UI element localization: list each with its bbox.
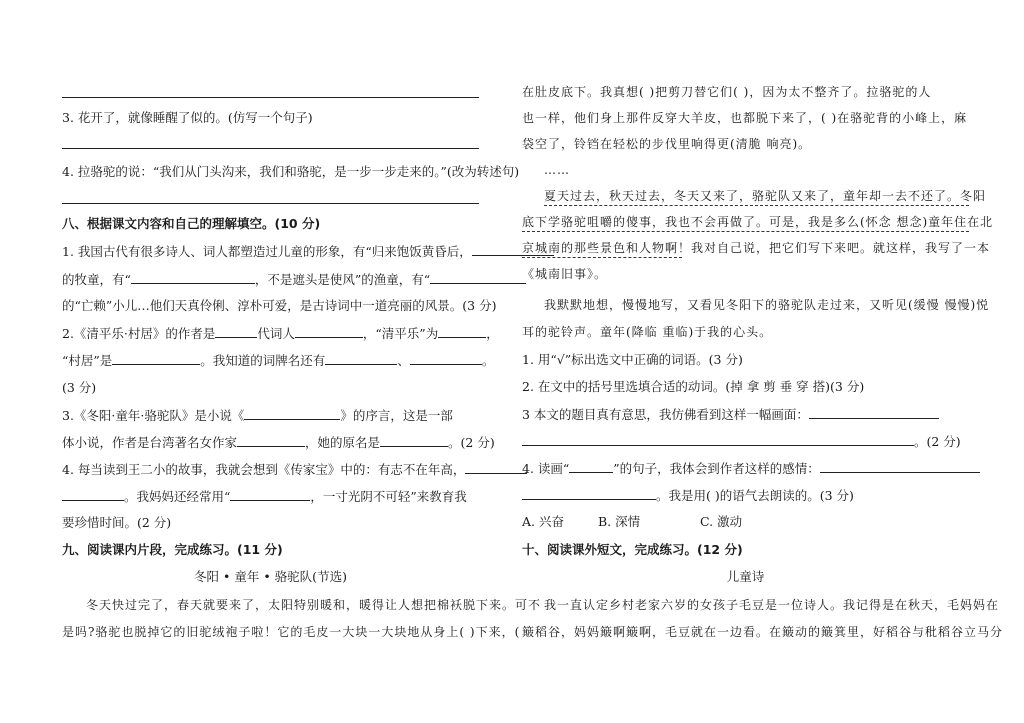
passage-9-cont-9: 我默默地想，慢慢地写，又看见冬阳下的骆驼队走过来，又听见(缓慢 慢慢)悦: [544, 298, 990, 312]
passage-9-cont-3: 袋空了，铃铛在轻松的步伐里响得更(清脆 响亮)。: [522, 137, 812, 151]
blank[interactable]: [438, 325, 486, 338]
blank[interactable]: [522, 433, 914, 446]
text: 。我知道的词牌名还有: [200, 353, 326, 368]
s8-q2-line1: [62, 325, 499, 342]
text: 。我是用( )的语气去朗读的。(3 分): [656, 488, 854, 503]
text: 》的序言，这是一部: [340, 408, 453, 423]
text: 4. 读画“: [522, 461, 570, 476]
text: ，“清平乐”为: [362, 326, 439, 341]
blank[interactable]: [809, 406, 939, 419]
passage-9-title: 冬阳 • 童年 • 骆驼队(节选): [194, 569, 347, 584]
s9-question-3-line2: [522, 433, 961, 450]
marked-sentence-underline: [522, 257, 682, 258]
s9-question-1: 1. 用“√”标出选文中正确的词语。(3 分): [522, 352, 743, 367]
answer-line: [62, 203, 479, 204]
passage-10-line2: 簸稻谷，妈妈簸啊簸啊，毛豆就在一边看。在簸动的簸箕里，好稻谷与秕稻谷立马分: [522, 625, 1004, 639]
text: ，一寸光阴不可轻”来教育我: [310, 489, 467, 504]
blank[interactable]: [325, 352, 397, 365]
passage-10-line1: 我一直认定乡村老家六岁的女孩子毛豆是一位诗人。我记得是在秋天，毛妈妈在: [544, 598, 1000, 612]
passage-9-cont-6: 底下学骆驼咀嚼的傻事，我也不会再做了。可是，我是多么(怀念 想念)童年住在北: [522, 215, 994, 229]
s8-q4-line1: [62, 461, 527, 478]
blank[interactable]: [569, 460, 613, 473]
blank[interactable]: [295, 325, 363, 338]
text: “村居”是: [62, 353, 113, 368]
passage-9-cont-10: 耳的驼铃声。童年(降临 重临)于我的心头。: [522, 325, 773, 339]
answer-line: [62, 97, 479, 98]
text: 、: [397, 353, 410, 368]
blank[interactable]: [215, 325, 257, 338]
blank[interactable]: [410, 352, 482, 365]
question-4: 4. 拉骆驼的说：“我们从门头沟来，我们和骆驼，是一步一步走来的。”(改为转述句): [62, 164, 520, 179]
option-c[interactable]: C. 激动: [700, 514, 743, 529]
text: 1. 我国古代有很多诗人、词人都塑造过儿童的形象，有“归来饱饭黄昏后，: [62, 244, 472, 259]
answer-line: [62, 148, 479, 149]
blank[interactable]: [522, 487, 656, 500]
passage-9-line1: 冬天快过完了，春天就要来了，太阳特别暖和，暖得让人想把棉袄脱下来。可不: [86, 598, 542, 612]
s8-q1-line2: [62, 271, 526, 288]
s8-q3-line2: [62, 434, 495, 451]
s8-q1-line3: 的“亡赖”小儿…他们天真伶俐、淳朴可爱，是古诗词中一道亮丽的风景。(3 分): [62, 298, 497, 313]
s8-q3-line1: [62, 407, 453, 424]
passage-9-line2: 是吗?骆驼也脱掉它的旧驼绒袍子啦！它的毛皮一大块一大块地从身上( )下来，(: [62, 625, 521, 639]
passage-9-cont-2: 也一样，他们身上那件反穿大羊皮，也都脱下来了，( )在骆驼背的小峰上，麻: [522, 111, 968, 125]
s8-q4-line3: 要珍惜时间。(2 分): [62, 515, 172, 530]
s8-q1-line1: [62, 243, 554, 260]
section-8-title: 八、根据课文内容和自己的理解填空。(10 分): [62, 216, 321, 231]
s9-question-4: [522, 460, 980, 477]
marked-sentence-underline: [544, 205, 969, 206]
s9-question-4-line2: [522, 487, 854, 504]
blank[interactable]: [237, 434, 305, 447]
text: ，她的原名是: [305, 435, 381, 450]
s8-q2-line2: [62, 352, 494, 369]
text: 3 本文的题目真有意思，我仿佛看到这样一幅画面：: [522, 407, 809, 422]
text: ”的句子，我体会到作者这样的感情：: [613, 461, 820, 476]
blank[interactable]: [230, 488, 310, 501]
text: 体小说，作者是台湾著名女作家: [62, 435, 238, 450]
s9-question-2: 2. 在文中的括号里选填合适的动词。(掉 拿 剪 垂 穿 搭)(3 分): [522, 379, 865, 394]
s9-question-3: [522, 406, 939, 423]
blank[interactable]: [62, 488, 124, 501]
blank[interactable]: [112, 352, 200, 365]
section-10-title: 十、阅读课外短文，完成练习。(12 分): [522, 542, 743, 557]
blank[interactable]: [244, 407, 340, 420]
text: 。: [481, 353, 495, 368]
blank[interactable]: [380, 434, 448, 447]
text: ，不是遮头是使风”的渔童，有“: [254, 272, 431, 287]
text: 的牧童，有“: [62, 272, 131, 287]
text: 3.《冬阳·童年·骆驼队》是小说《: [62, 408, 245, 423]
s8-q2-line3: (3 分): [62, 380, 97, 395]
blank[interactable]: [465, 461, 527, 474]
s8-q4-line2: [62, 488, 467, 505]
passage-9-ellipsis: ……: [544, 163, 570, 177]
text: 代词人: [257, 326, 295, 341]
text: 。我妈妈还经常用“: [124, 489, 231, 504]
option-a[interactable]: A. 兴奋: [522, 514, 564, 529]
question-3: 3. 花开了，就像睡醒了似的。(仿写一个句子): [62, 110, 313, 125]
blank[interactable]: [820, 460, 980, 473]
blank[interactable]: [430, 271, 526, 284]
section-9-title: 九、阅读课内片段，完成练习。(11 分): [62, 542, 283, 557]
passage-9-cont-5: 夏天过去，秋天过去，冬天又来了，骆驼队又来了，童年却一去不还了。冬阳: [544, 189, 987, 203]
text: 4. 每当读到王二小的故事，我就会想到《传家宝》中的：有志不在年高，: [62, 462, 466, 477]
blank[interactable]: [131, 271, 255, 284]
text: ，: [486, 326, 499, 341]
passage-9-cont-7: 京城南的那些景色和人物啊！我对自己说，把它们写下来吧。就这样，我写了一本: [522, 241, 991, 255]
text: 。(2 分): [914, 434, 961, 449]
option-b[interactable]: B. 深情: [598, 514, 641, 529]
text: 2.《清平乐·村居》的作者是: [62, 326, 216, 341]
marked-sentence-underline: [522, 231, 969, 232]
passage-10-title: 儿童诗: [726, 569, 765, 584]
text: 。(2 分): [448, 435, 495, 450]
passage-9-cont-8: 《城南旧事》。: [522, 267, 608, 281]
passage-9-cont-1: 在肚皮底下。我真想( )把剪刀替它们( )，因为太不整齐了。拉骆驼的人: [522, 85, 932, 99]
